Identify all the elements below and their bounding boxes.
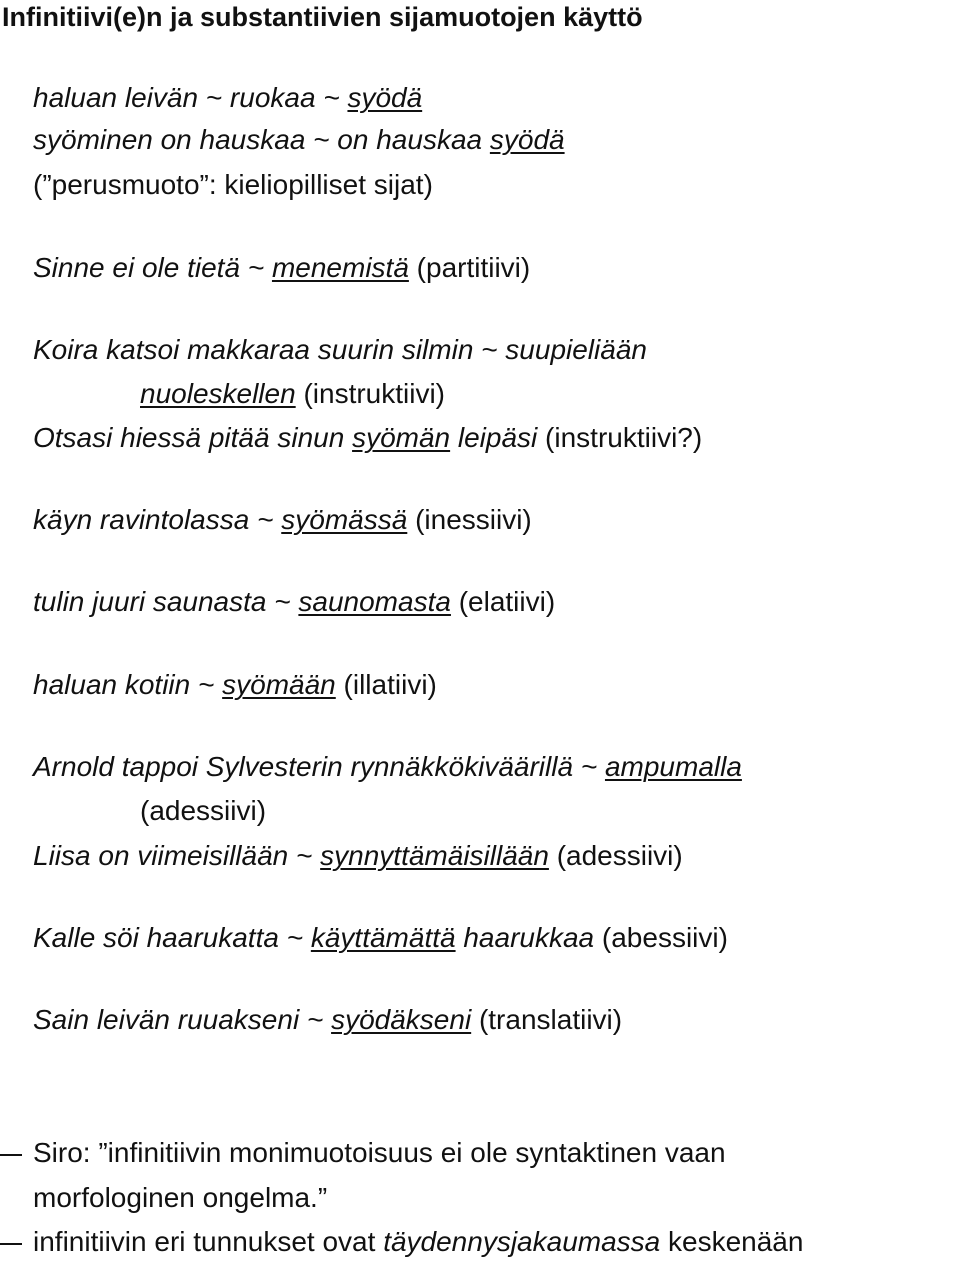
example-line-10 <box>33 668 437 702</box>
example-line-6 <box>140 377 445 411</box>
case-label: (adessiivi) <box>548 840 683 871</box>
example-text: Kalle söi haarukatta ~ <box>33 922 311 953</box>
example-line-5 <box>33 333 647 367</box>
case-label: (illatiivi) <box>335 669 437 700</box>
case-label: (inessiivi) <box>407 504 532 535</box>
example-text: leipäsi <box>450 422 538 453</box>
bullet-dash-1 <box>0 1154 22 1156</box>
example-text: Liisa on viimeisillään ~ <box>33 840 321 871</box>
example-text: Otsasi hiessä pitää sinun <box>33 422 353 453</box>
example-line-12 <box>140 794 266 828</box>
example-text: tulin juuri saunasta ~ <box>33 586 299 617</box>
example-text: haluan kotiin ~ <box>33 669 223 700</box>
example-text: Arnold tappoi Sylvesterin rynnäkkökiväärillä ~ <box>33 751 605 782</box>
example-line-8 <box>33 503 532 537</box>
bullet-dash-2 <box>0 1243 22 1245</box>
case-label: (instruktiivi?) <box>537 422 703 453</box>
example-line-2 <box>33 123 565 157</box>
example-line-11 <box>33 750 742 784</box>
example-text: käyn ravintolassa ~ <box>33 504 282 535</box>
note-text: keskenään <box>660 1226 804 1257</box>
note-term: täydennysjakaumassa <box>383 1226 661 1257</box>
case-label: (instruktiivi) <box>295 378 446 409</box>
example-infinitive: menemistä <box>271 252 409 283</box>
example-line-15 <box>33 1003 622 1037</box>
example-infinitive: syömän <box>352 422 451 453</box>
example-infinitive: synnyttämäisillään <box>320 840 549 871</box>
example-line-9 <box>33 585 555 619</box>
example-infinitive: nuoleskellen <box>140 378 296 409</box>
example-text: Koira katsoi makkaraa suurin silmin ~ suupieliään <box>33 334 647 365</box>
note-2 <box>33 1225 803 1259</box>
example-infinitive: saunomasta <box>298 586 451 617</box>
example-line-14 <box>33 921 728 955</box>
case-label: (translatiivi) <box>471 1004 623 1035</box>
example-line-3 <box>33 168 433 202</box>
case-label: (adessiivi) <box>140 795 267 826</box>
page-title: Infinitiivi(e)n ja substantiivien sijamuotojen käyttö <box>2 2 643 32</box>
example-text: Sain leivän ruuakseni ~ <box>33 1004 332 1035</box>
case-label: (elatiivi) <box>450 586 556 617</box>
example-text: syöminen on hauskaa ~ on hauskaa <box>33 124 490 155</box>
note-text: infinitiivin eri tunnukset ovat <box>33 1226 384 1257</box>
example-text: haluan leivän ~ ruokaa ~ <box>33 82 348 113</box>
example-infinitive: syömään <box>222 669 336 700</box>
case-label: (abessiivi) <box>594 922 728 953</box>
example-text: haarukkaa <box>455 922 595 953</box>
case-note: (”perusmuoto”: kieliopilliset sijat) <box>33 169 433 200</box>
note-1-line-2: morfologinen ongelma.” <box>33 1182 328 1213</box>
case-label: (partitiivi) <box>408 252 531 283</box>
example-infinitive: syödä <box>489 124 565 155</box>
example-line-13 <box>33 839 683 873</box>
example-line-4 <box>33 251 530 285</box>
example-infinitive: syödäkseni <box>331 1004 472 1035</box>
example-text: Sinne ei ole tietä ~ <box>33 252 272 283</box>
note-1-line-1: Siro: ”infinitiivin monimuotoisuus ei ole syntaktinen vaan <box>33 1137 726 1168</box>
example-infinitive: käyttämättä <box>310 922 456 953</box>
example-infinitive: syömässä <box>281 504 408 535</box>
example-infinitive: syödä <box>347 82 423 113</box>
example-line-1 <box>33 81 422 115</box>
example-line-7 <box>33 421 702 455</box>
example-infinitive: ampumalla <box>604 751 742 782</box>
